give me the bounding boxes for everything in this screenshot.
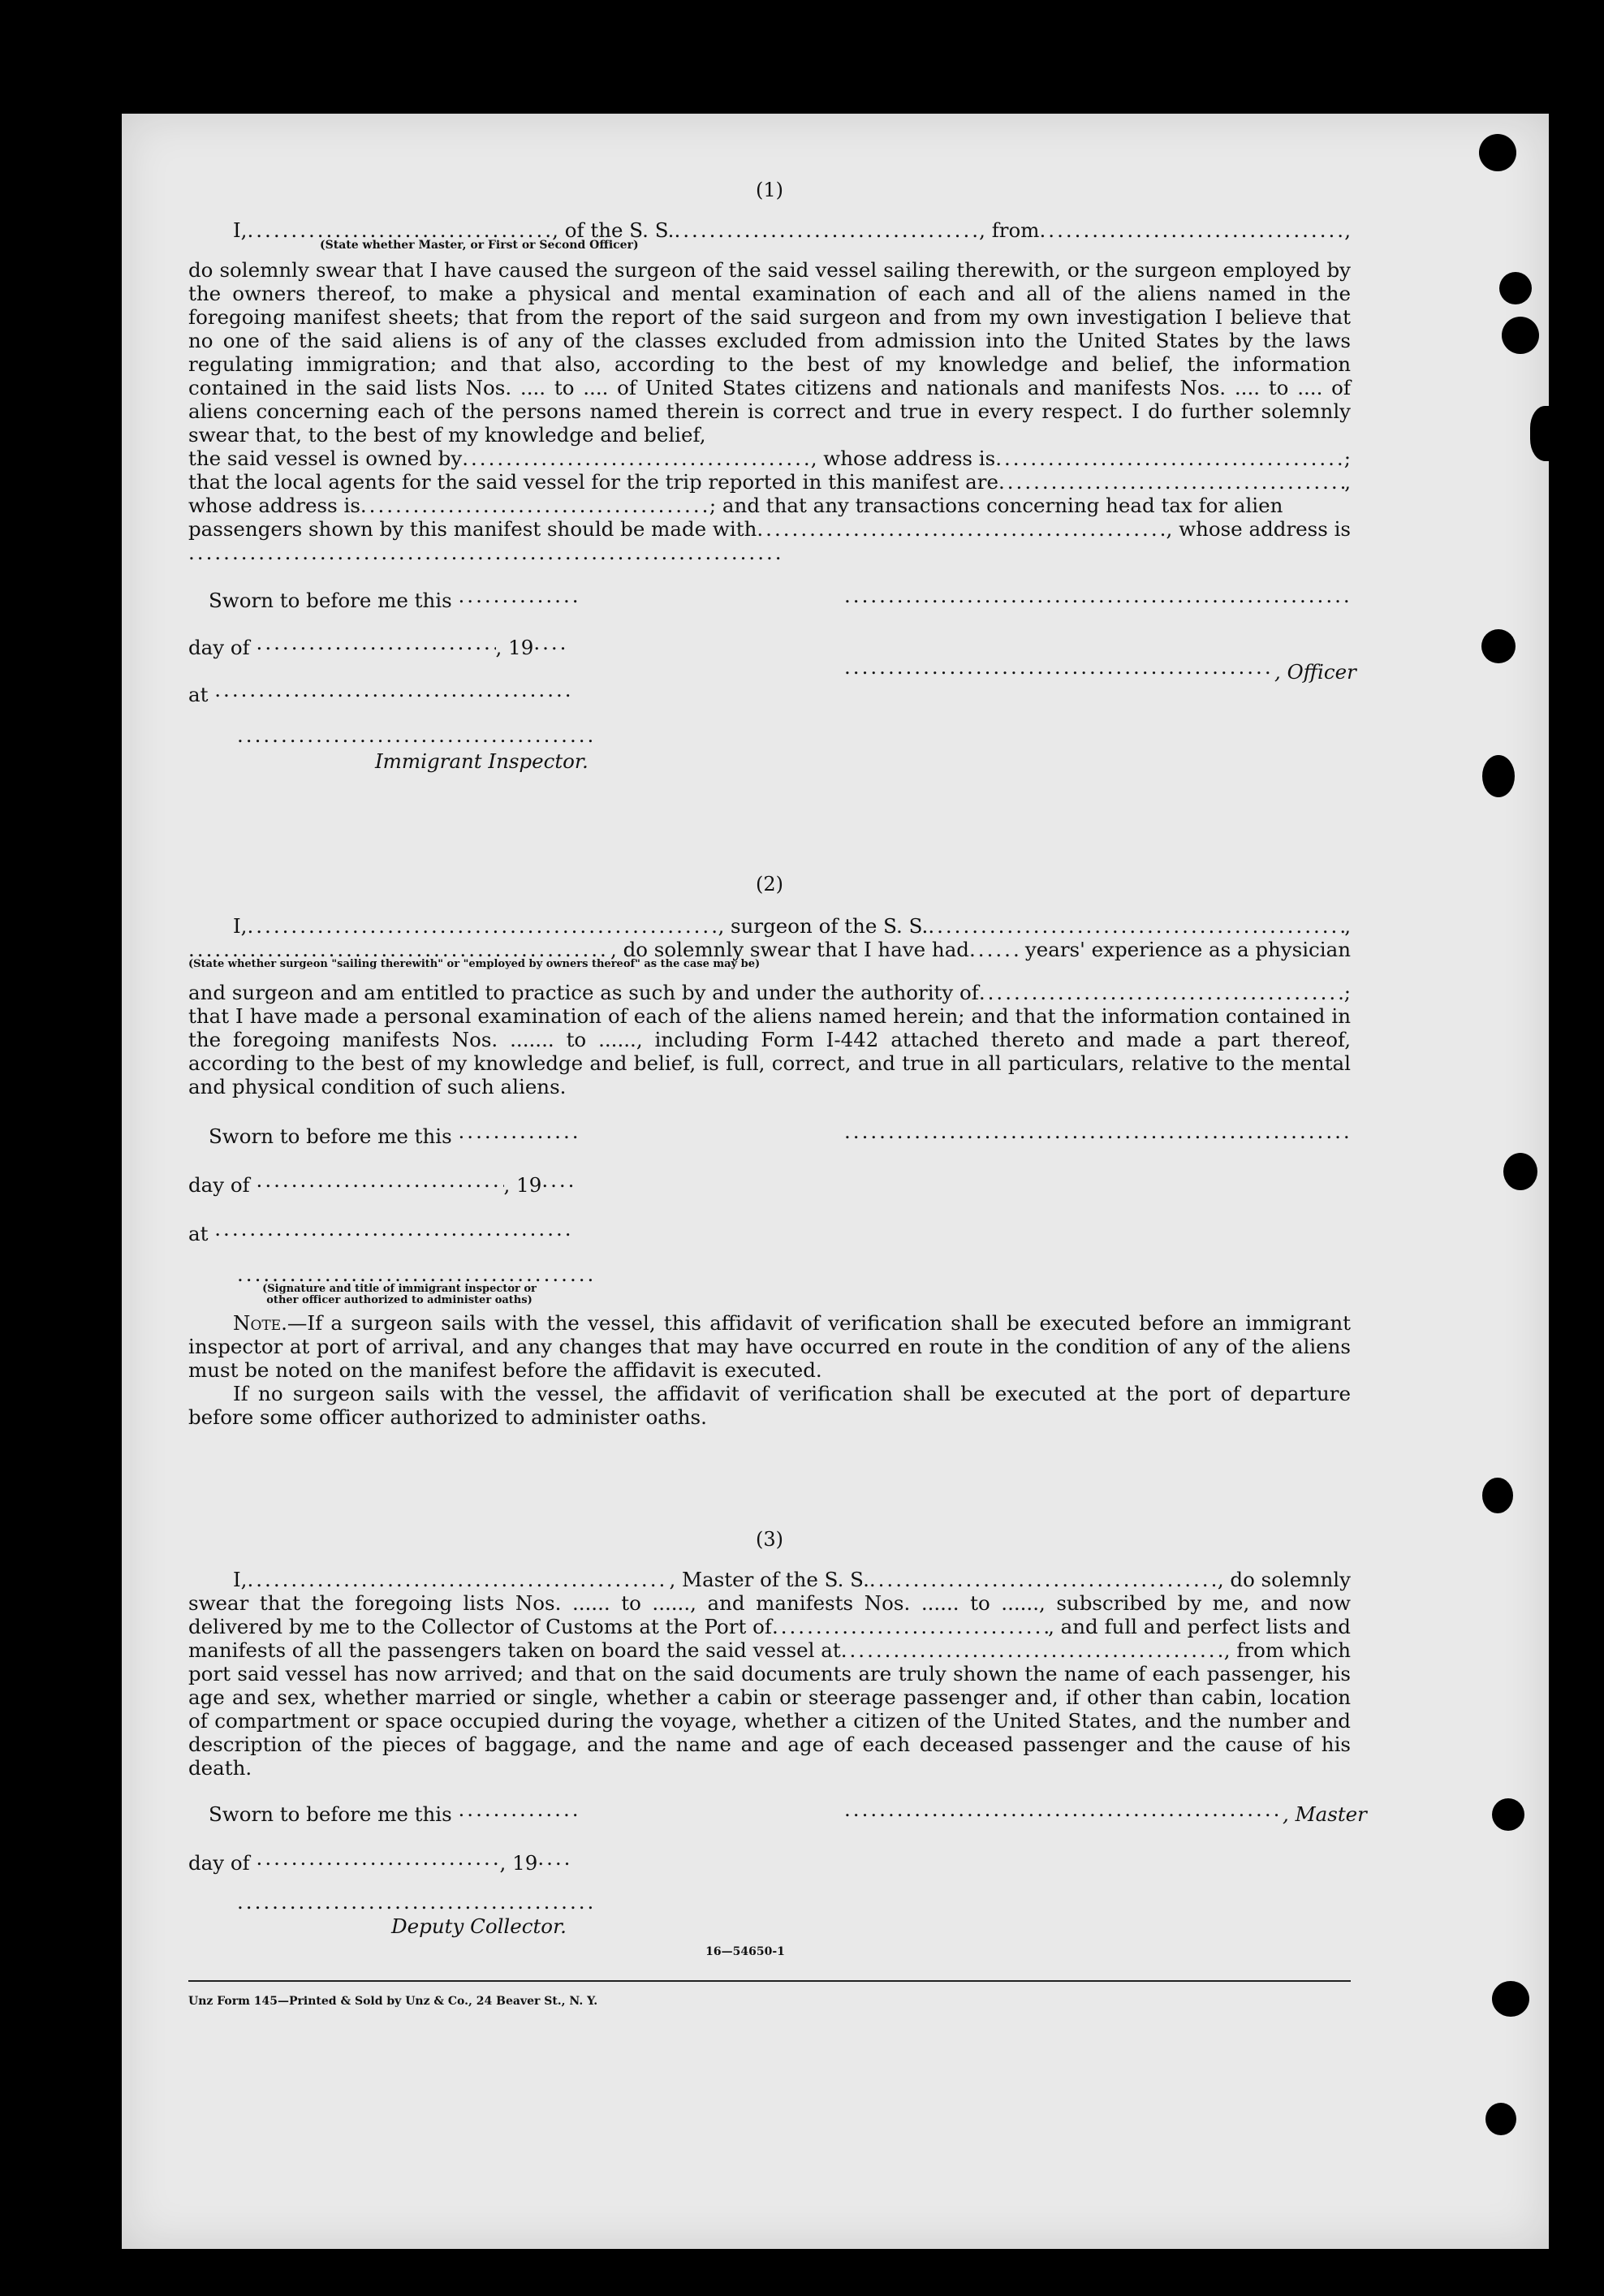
s2-ship-field[interactable]: [928, 914, 1344, 938]
s2-line2: ..... , do solemnly swear that I have had ..... years' experience as a physician: [188, 938, 1351, 961]
printer-footer: Unz Form 145—Printed & Sold by Unz & Co., 24 Beaver St., N. Y.: [188, 1995, 598, 2008]
punch-hole-2: [1499, 272, 1532, 304]
s2-authority-line: and surgeon and am entitled to practice as such by and under the authority of ..... ;: [188, 981, 1351, 1004]
s3-sworn-date-field[interactable]: [459, 1798, 580, 1821]
s1-i: I,: [233, 218, 248, 242]
s1-inspector-signature-field[interactable]: [237, 723, 594, 747]
section-3-number: (3): [756, 1528, 783, 1551]
s1-of-ss: , of the S. S.: [552, 218, 675, 242]
s3-signature-block: Sworn to before me this ..... ..... , Master day of ..... , 19..... ..... Deputy Collector.: [188, 1780, 1351, 1942]
s2-surgeon-field[interactable]: [247, 914, 718, 938]
s3-deputy-label: Deputy Collector.: [391, 1914, 567, 1938]
s1-line1: I, ..... , of the S. S. ..... , from ..... ,: [188, 218, 1351, 242]
s2-note-2: If no surgeon sails with the vessel, the affidavit of verification shall be executed at the port of departure before some officer authorized to administer oaths.: [188, 1382, 1351, 1429]
s1-year-field[interactable]: [533, 631, 566, 654]
s3-collector-signature-field[interactable]: [237, 1890, 594, 1914]
s2-year-field[interactable]: [541, 1168, 574, 1192]
s1-body: do solemnly swear that I have caused the surgeon of the said vessel sailing therewith, or the surgeon employed by the owners thereof, to make a physical and mental examination of each and all of the aliens named in the foregoing manifest sheets; that from the report of the said surgeon and from my own investigation I believe that no one of the said aliens is of any of the classes excluded from admission into the United States by the laws regulating immigration; and that also, according to the best of my knowledge and belief, the information contained in the said lists Nos. .... to .... of United States citizens and nationals and manifests Nos. .... to .... of aliens concerning each of the persons named therein is correct and true in every respect. I do further solemnly swear that, to the best of my knowledge and belief,: [188, 258, 1351, 447]
s1-inspector-label: Immigrant Inspector.: [375, 749, 589, 773]
s1-owner-address-field[interactable]: [995, 447, 1344, 470]
s1-headtax-address-field[interactable]: [188, 541, 781, 564]
punch-hole-7: [1503, 1153, 1537, 1190]
s1-officer-title-field[interactable]: [844, 655, 1274, 679]
s1-ship-field[interactable]: [674, 218, 979, 242]
s1-owned-line: the said vessel is owned by ..... , whose address is ..... ;: [188, 447, 1351, 470]
s1-sworn-date-field[interactable]: [459, 584, 580, 607]
punch-hole-9: [1492, 1798, 1524, 1831]
punch-hole-8: [1482, 1478, 1513, 1513]
s2-years-field[interactable]: [969, 938, 1018, 961]
s3-line4: manifests of all the passengers taken on board the said vessel at ..... , from which: [188, 1638, 1351, 1662]
punch-hole-3: [1502, 317, 1539, 354]
s3-line3: delivered by me to the Collector of Customs at the Port of ..... , and full and perfect lists and: [188, 1615, 1351, 1638]
s1-agents-field[interactable]: [998, 470, 1344, 494]
s2-day-field[interactable]: [257, 1168, 504, 1192]
s3-embark-port-field[interactable]: [841, 1638, 1224, 1662]
punch-hole-4: [1530, 406, 1567, 461]
s3-ship-field[interactable]: [869, 1568, 1218, 1591]
s1-whose-line: whose address is ..... ; and that any transactions concerning head tax for alien: [188, 494, 1351, 517]
s2-body: that I have made a personal examination of each of the aliens named herein; and that the information contained in the foregoing manifests Nos. ....... to ......, including Form I-442 attached thereto and made a part thereof, according to the best of my knowledge and belief, is full, correct, and true in all particulars, relative to the mental and physical condition of such aliens.: [188, 1004, 1351, 1098]
s2-sworn-date-field[interactable]: [459, 1120, 580, 1143]
punch-hole-5: [1481, 629, 1516, 663]
form-code: 16—54650-1: [705, 1945, 785, 1958]
s3-port-field[interactable]: [772, 1615, 1048, 1638]
s2-at-field[interactable]: [214, 1217, 571, 1241]
form-content: [188, 179, 1367, 2013]
s1-agents-line: that the local agents for the said vessel for the trip reported in this manifest are ..... ,: [188, 470, 1351, 494]
punch-hole-1: [1479, 134, 1516, 171]
punch-hole-11: [1485, 2103, 1516, 2135]
footer-rule: [188, 1980, 1351, 1982]
s1-agents-address-field[interactable]: [360, 494, 709, 517]
s1-passengers-line: passengers shown by this manifest should be made with ..... , whose address is: [188, 517, 1351, 541]
s3-master-field[interactable]: [247, 1568, 669, 1591]
section-2-number: (2): [756, 873, 783, 896]
s2-signature-caption: (Signature and title of immigrant inspector or other officer authorized to administer oaths): [262, 1283, 537, 1306]
s3-year-field[interactable]: [537, 1846, 570, 1870]
s1-officer-caption: (State whether Master, or First or Second Officer): [320, 239, 639, 252]
s3-master-signature-field[interactable]: [844, 1798, 1283, 1821]
s2-signature-block: Sworn to before me this ..... ..... day of ..... , 19..... at ..... ..... (Signature and title of immigrant inspector or other officer authorized to administer oaths): [188, 1098, 1351, 1311]
s2-surgeon-caption: (State whether surgeon "sailing therewith" or "employed by owners thereof" as the case may be): [188, 958, 761, 970]
s3-day-field[interactable]: [257, 1846, 500, 1870]
punch-hole-10: [1492, 1981, 1529, 2017]
section-1-number: (1): [756, 179, 783, 201]
s3-body: port said vessel has now arrived; and that on the said documents are truly shown the name of each passenger, his age and sex, whether married or single, whether a cabin or steerage passenger and, if other than cabin, location of compartment or space occupied during the voyage, whether a citizen of the United States, and the number and description of the pieces of baggage, and the name and age of each deceased passenger and the cause of his death.: [188, 1662, 1351, 1780]
s1-headtax-field[interactable]: [757, 517, 1166, 541]
s1-at-field[interactable]: [214, 678, 571, 701]
s2-line1: I, ..... , surgeon of the S. S. ..... ,: [188, 914, 1351, 938]
s1-signature-block: Sworn to before me this ..... ..... day of ..... , 19..... ....., Officer at ..... ..... Immigrant Inspector.: [188, 564, 1351, 783]
s1-day-field[interactable]: [257, 631, 496, 654]
s1-from-field[interactable]: [1040, 218, 1345, 242]
s3-line2: swear that the foregoing lists Nos. ...... to ......, and manifests Nos. ...... to ......, subscribed by me, and now: [188, 1591, 1351, 1615]
s2-authority-field[interactable]: [979, 981, 1344, 1004]
punch-hole-6: [1482, 755, 1515, 797]
s2-note-1: Note.—If a surgeon sails with the vessel, this affidavit of verification shall be executed before an immigrant inspector at port of arrival, and any changes that may have occurred en route in the condition of any of the aliens must be noted on the manifest before the affidavit is executed.: [188, 1311, 1351, 1382]
s1-from: , from: [979, 218, 1040, 242]
s2-surgeon-signature-field[interactable]: [844, 1120, 1351, 1143]
s1-officer-signature-field[interactable]: [844, 584, 1351, 607]
s1-owner-field[interactable]: [462, 447, 811, 470]
s3-line1: I, ..... , Master of the S. S. ..... , do solemnly: [188, 1568, 1351, 1591]
